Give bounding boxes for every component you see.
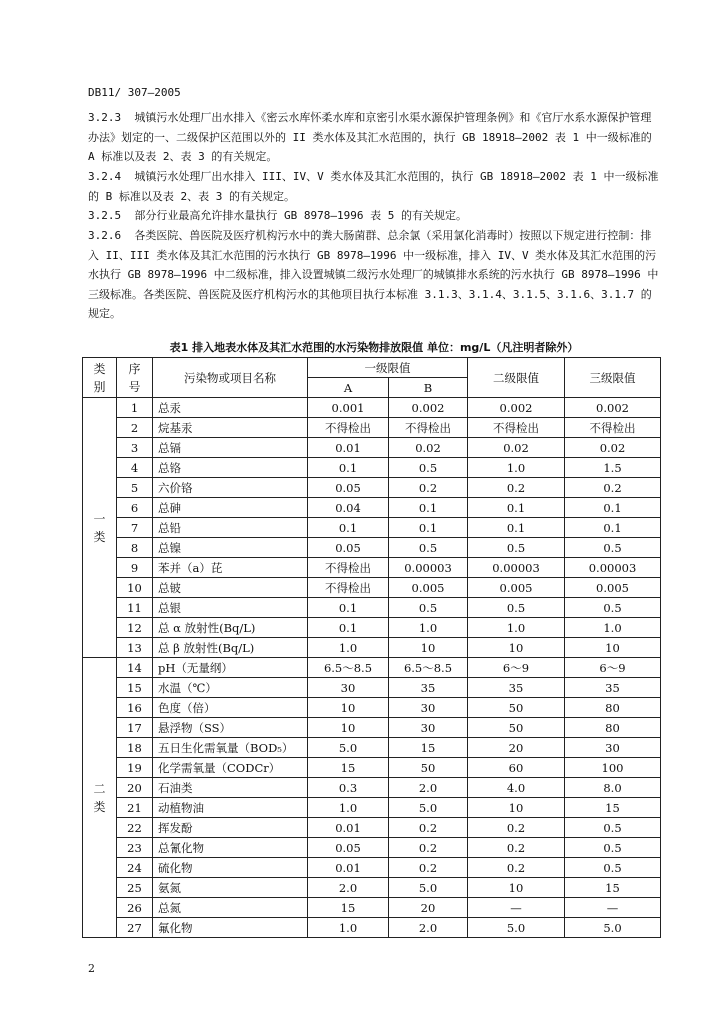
level3-value: 0.5 (565, 838, 661, 858)
level1-a-value: 0.01 (308, 858, 389, 878)
level2-value: 50 (468, 698, 565, 718)
level3-value: 80 (565, 698, 661, 718)
table-row (83, 818, 661, 838)
level1-a-value: 0.1 (308, 458, 389, 478)
row-number: 10 (117, 578, 153, 598)
level3-value: 15 (565, 878, 661, 898)
level1-a-value: 1.0 (308, 638, 389, 658)
category-label: 一类 (93, 511, 106, 544)
table-row (83, 878, 661, 898)
level2-value: 0.5 (468, 598, 565, 618)
row-number: 2 (117, 418, 153, 438)
row-number: 17 (117, 718, 153, 738)
row-number: 27 (117, 918, 153, 938)
level3-value: 0.5 (565, 818, 661, 838)
level1-a-value: 15 (308, 758, 389, 778)
pollutant-name: 苯并（a）芘 (153, 558, 308, 578)
pollutant-name: 总氮 (153, 898, 308, 918)
row-number: 21 (117, 798, 153, 818)
level1-a-value: 30 (308, 678, 389, 698)
header-level1-b: B (389, 378, 468, 398)
level3-value: 0.00003 (565, 558, 661, 578)
paragraph-3-2-3: 3.2.3 城镇污水处理厂出水排入《密云水库怀柔水库和京密引水渠水源保护管理条例》和《官厅水系水源保护管理办法》划定的一、二级保护区范围以外的 II 类水体及其汇水范围的，执行 GB 18918—2002 表 1 中一级标准的 A 标准以及表 2、表 3 的有关规定。 (88, 111, 659, 164)
header-pollutant: 污染物或项目名称 (153, 358, 308, 398)
table-row (83, 538, 661, 558)
pollutant-name: 挥发酚 (153, 818, 308, 838)
row-number: 11 (117, 598, 153, 618)
level3-value: — (565, 898, 661, 918)
pollutant-name: 总铅 (153, 518, 308, 538)
level1-a-value: 0.01 (308, 438, 389, 458)
table-row (83, 898, 661, 918)
table-row (83, 598, 661, 618)
table-row (83, 758, 661, 778)
level2-value: 10 (468, 638, 565, 658)
table-row (83, 778, 661, 798)
level1-a-value: 5.0 (308, 738, 389, 758)
pollutant-name: 水温（℃） (153, 678, 308, 698)
level2-value: 0.002 (468, 398, 565, 418)
row-number: 24 (117, 858, 153, 878)
level1-b-value: 0.1 (389, 518, 468, 538)
table-row (83, 418, 661, 438)
table-row (83, 558, 661, 578)
level1-b-value: 0.002 (389, 398, 468, 418)
pollutant-name: 总 β 放射性(Bq/L) (153, 638, 308, 658)
pollutant-name: 总砷 (153, 498, 308, 518)
level1-b-value: 50 (389, 758, 468, 778)
pollutant-name: 总氰化物 (153, 838, 308, 858)
row-number: 12 (117, 618, 153, 638)
level1-a-value: 0.1 (308, 518, 389, 538)
level3-value: 15 (565, 798, 661, 818)
row-number: 23 (117, 838, 153, 858)
level3-value: 0.1 (565, 498, 661, 518)
level2-value: 4.0 (468, 778, 565, 798)
level3-value: 100 (565, 758, 661, 778)
level1-b-value: 6.5～8.5 (389, 658, 468, 678)
pollutant-name: 氟化物 (153, 918, 308, 938)
table-row (83, 858, 661, 878)
level1-b-value: 0.02 (389, 438, 468, 458)
level2-value: 0.2 (468, 838, 565, 858)
table-row (83, 518, 661, 538)
row-number: 14 (117, 658, 153, 678)
document-id-header: DB11/ 307—2005 (88, 86, 181, 99)
level2-value: 0.2 (468, 818, 565, 838)
pollutant-name: 总汞 (153, 398, 308, 418)
level1-a-value: 0.05 (308, 838, 389, 858)
pollutant-name: 悬浮物（SS） (153, 718, 308, 738)
level3-value: 8.0 (565, 778, 661, 798)
level3-value: 0.02 (565, 438, 661, 458)
level2-value: 10 (468, 878, 565, 898)
pollutant-name: 化学需氧量（CODCr） (153, 758, 308, 778)
row-number: 8 (117, 538, 153, 558)
row-number: 4 (117, 458, 153, 478)
level1-b-value: 0.5 (389, 598, 468, 618)
header-level3: 三级限值 (565, 358, 661, 398)
level1-b-value: 0.5 (389, 458, 468, 478)
level2-value: 0.02 (468, 438, 565, 458)
header-category: 类别 (83, 358, 117, 398)
level3-value: 30 (565, 738, 661, 758)
level3-value: 不得检出 (565, 418, 661, 438)
page-number: 2 (88, 962, 95, 975)
level2-value: 1.0 (468, 618, 565, 638)
table-header-row (83, 358, 661, 378)
level3-value: 1.0 (565, 618, 661, 638)
level2-value: 0.1 (468, 498, 565, 518)
pollutant-name: 硫化物 (153, 858, 308, 878)
level1-b-value: 0.2 (389, 818, 468, 838)
row-number: 1 (117, 398, 153, 418)
paragraph-3-2-6: 3.2.6 各类医院、兽医院及医疗机构污水中的粪大肠菌群、总余氯（采用氯化消毒时）按照以下规定进行控制：排入 II、III 类水体及其汇水范围的污水执行 GB 8978—1996 中一级标准，排入 IV、V 类水体及其汇水范围的污水执行 GB 8978—1996 中二级标准，排入设置城镇二级污水处理厂的城镇排水系统的污水执行 GB 8978—1996 中三级标准。各类医院、兽医院及医疗机构污水的其他项目执行本标准 3.1.3、3.1.4、3.1.5、3.1.6、3.1.7 的规定。 (88, 229, 659, 321)
level2-value: 35 (468, 678, 565, 698)
level2-value: 6～9 (468, 658, 565, 678)
paragraph-3-2-4: 3.2.4 城镇污水处理厂出水排入 III、IV、V 类水体及其汇水范围的，执行 GB 18918—2002 表 1 中一级标准的 B 标准以及表 2、表 3 的有关规定。 (88, 170, 659, 203)
level1-b-value: 5.0 (389, 798, 468, 818)
row-number: 16 (117, 698, 153, 718)
row-number: 15 (117, 678, 153, 698)
level3-value: 0.5 (565, 858, 661, 878)
level3-value: 0.1 (565, 518, 661, 538)
level3-value: 0.5 (565, 598, 661, 618)
table-row (83, 698, 661, 718)
row-number: 19 (117, 758, 153, 778)
level2-value: 0.00003 (468, 558, 565, 578)
level2-value: 60 (468, 758, 565, 778)
level1-a-value: 不得检出 (308, 558, 389, 578)
level1-b-value: 不得检出 (389, 418, 468, 438)
level1-b-value: 5.0 (389, 878, 468, 898)
header-seq: 序号 (117, 358, 153, 398)
level2-value: 5.0 (468, 918, 565, 938)
level1-a-value: 10 (308, 698, 389, 718)
level1-a-value: 0.05 (308, 478, 389, 498)
pollutant-name: 总银 (153, 598, 308, 618)
level3-value: 0.002 (565, 398, 661, 418)
level2-value: 0.2 (468, 858, 565, 878)
header-level1: 一级限值 (308, 358, 468, 378)
level1-b-value: 2.0 (389, 778, 468, 798)
row-number: 18 (117, 738, 153, 758)
table-row (83, 638, 661, 658)
level2-value: 1.0 (468, 458, 565, 478)
table-row (83, 838, 661, 858)
row-number: 5 (117, 478, 153, 498)
level1-a-value: 0.001 (308, 398, 389, 418)
table-row (83, 718, 661, 738)
pollutant-name: pH（无量纲） (153, 658, 308, 678)
level1-b-value: 2.0 (389, 918, 468, 938)
table-row (83, 738, 661, 758)
level3-value: 10 (565, 638, 661, 658)
level3-value: 6～9 (565, 658, 661, 678)
level3-value: 0.2 (565, 478, 661, 498)
header-level2: 二级限值 (468, 358, 565, 398)
pollutant-limits-table (82, 357, 661, 938)
pollutant-name: 总铬 (153, 458, 308, 478)
level1-b-value: 0.1 (389, 498, 468, 518)
pollutant-name: 色度（倍） (153, 698, 308, 718)
level3-value: 0.5 (565, 538, 661, 558)
table-row (83, 398, 661, 418)
table-row (83, 798, 661, 818)
level1-a-value: 0.05 (308, 538, 389, 558)
category-label-cell (83, 398, 117, 658)
level1-a-value: 不得检出 (308, 578, 389, 598)
level1-b-value: 0.00003 (389, 558, 468, 578)
pollutant-name: 动植物油 (153, 798, 308, 818)
level3-value: 0.005 (565, 578, 661, 598)
level2-value: 0.5 (468, 538, 565, 558)
level3-value: 1.5 (565, 458, 661, 478)
level1-b-value: 10 (389, 638, 468, 658)
row-number: 3 (117, 438, 153, 458)
level3-value: 80 (565, 718, 661, 738)
level2-value: 0.2 (468, 478, 565, 498)
pollutant-name: 总 α 放射性(Bq/L) (153, 618, 308, 638)
level1-b-value: 0.5 (389, 538, 468, 558)
pollutant-name: 总铍 (153, 578, 308, 598)
level1-a-value: 0.3 (308, 778, 389, 798)
level1-a-value: 1.0 (308, 918, 389, 938)
table-row (83, 678, 661, 698)
level1-b-value: 0.2 (389, 858, 468, 878)
level1-a-value: 15 (308, 898, 389, 918)
level2-value: 0.1 (468, 518, 565, 538)
level2-value: 20 (468, 738, 565, 758)
level1-b-value: 0.005 (389, 578, 468, 598)
level1-b-value: 30 (389, 718, 468, 738)
level1-a-value: 不得检出 (308, 418, 389, 438)
level1-b-value: 1.0 (389, 618, 468, 638)
level2-value: 50 (468, 718, 565, 738)
header-level1-a: A (308, 378, 389, 398)
row-number: 26 (117, 898, 153, 918)
paragraph-3-2-5: 3.2.5 部分行业最高允许排水量执行 GB 8978—1996 表 5 的有关规定。 (88, 209, 467, 222)
level1-b-value: 35 (389, 678, 468, 698)
row-number: 7 (117, 518, 153, 538)
table-row (83, 458, 661, 478)
level1-b-value: 20 (389, 898, 468, 918)
pollutant-name: 六价铬 (153, 478, 308, 498)
pollutant-name: 总镍 (153, 538, 308, 558)
table-row (83, 918, 661, 938)
level2-value: 不得检出 (468, 418, 565, 438)
table-caption: 表1 排入地表水体及其汇水范围的水污染物排放限值 单位：mg/L（凡注明者除外） (169, 341, 579, 354)
level1-b-value: 15 (389, 738, 468, 758)
category-label: 二类 (93, 781, 106, 814)
table-row (83, 438, 661, 458)
level1-a-value: 0.1 (308, 618, 389, 638)
table-row (83, 618, 661, 638)
level1-a-value: 0.1 (308, 598, 389, 618)
table-row (83, 478, 661, 498)
level3-value: 5.0 (565, 918, 661, 938)
table-row (83, 498, 661, 518)
level2-value: — (468, 898, 565, 918)
table-row (83, 578, 661, 598)
level2-value: 0.005 (468, 578, 565, 598)
pollutant-name: 烷基汞 (153, 418, 308, 438)
level1-a-value: 10 (308, 718, 389, 738)
row-number: 22 (117, 818, 153, 838)
level1-a-value: 2.0 (308, 878, 389, 898)
pollutant-name: 总镉 (153, 438, 308, 458)
level1-a-value: 1.0 (308, 798, 389, 818)
category-label-cell (83, 658, 117, 938)
pollutant-name: 石油类 (153, 778, 308, 798)
level1-a-value: 6.5～8.5 (308, 658, 389, 678)
pollutant-name: 氨氮 (153, 878, 308, 898)
row-number: 9 (117, 558, 153, 578)
table-row (83, 658, 661, 678)
level1-b-value: 0.2 (389, 478, 468, 498)
row-number: 13 (117, 638, 153, 658)
level3-value: 35 (565, 678, 661, 698)
row-number: 6 (117, 498, 153, 518)
level1-b-value: 30 (389, 698, 468, 718)
level1-a-value: 0.01 (308, 818, 389, 838)
level2-value: 10 (468, 798, 565, 818)
level1-b-value: 0.2 (389, 838, 468, 858)
row-number: 20 (117, 778, 153, 798)
pollutant-name: 五日生化需氧量（BOD₅） (153, 738, 308, 758)
row-number: 25 (117, 878, 153, 898)
level1-a-value: 0.04 (308, 498, 389, 518)
